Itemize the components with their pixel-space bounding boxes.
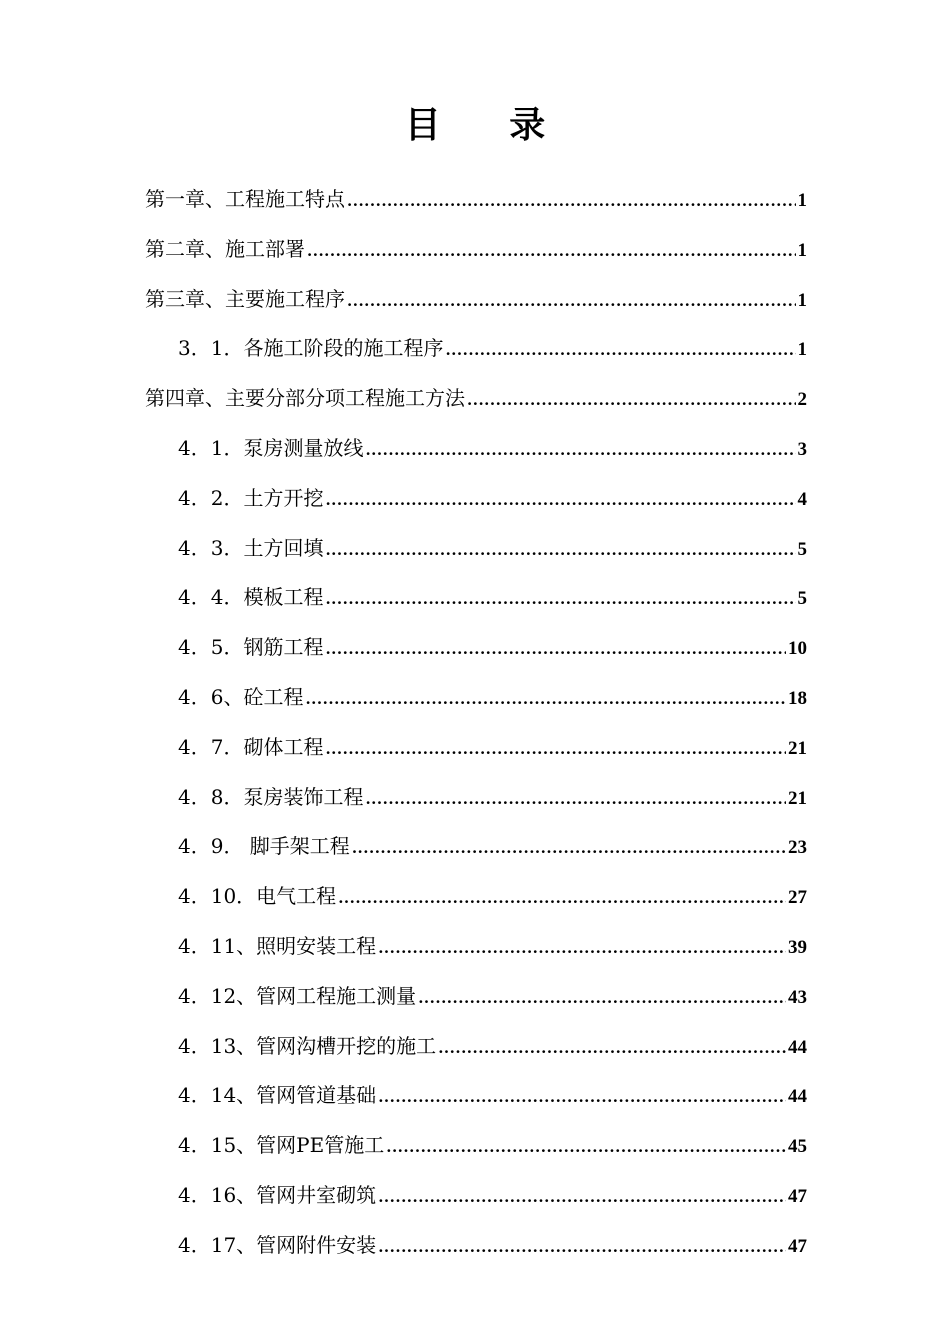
toc-leader-dots	[445, 331, 795, 369]
toc-entry-label: 4．7．砌体工程	[178, 734, 324, 759]
toc-entry-label: 4．8．泵房装饰工程	[178, 784, 364, 809]
toc-leader-dots	[378, 929, 786, 967]
table-of-contents	[145, 180, 807, 1276]
toc-entry[interactable]	[145, 429, 807, 479]
toc-leader-dots	[386, 1128, 786, 1166]
toc-leader-dots	[418, 979, 786, 1017]
toc-entry-page: 1	[797, 339, 807, 361]
toc-entry[interactable]	[145, 877, 807, 927]
toc-entry-page: 44	[788, 1086, 807, 1108]
toc-entry-label: 4．14、管网管道基础	[178, 1083, 377, 1108]
toc-leader-dots	[325, 531, 795, 569]
toc-entry-page: 3	[797, 438, 807, 460]
toc-leader-dots	[347, 282, 796, 320]
toc-entry[interactable]	[145, 379, 807, 429]
toc-leader-dots	[325, 580, 795, 618]
toc-entry[interactable]	[145, 827, 807, 877]
toc-entry[interactable]	[145, 1176, 807, 1226]
toc-entry-label: 4．16、管网井室砌筑	[178, 1182, 377, 1207]
toc-entry-label: 4．15、管网PE管施工	[178, 1133, 385, 1158]
toc-entry-label: 第二章、施工部署	[145, 236, 305, 261]
page-title: 目 录	[404, 104, 574, 146]
toc-entry-page: 1	[797, 289, 807, 311]
toc-leader-dots	[352, 829, 786, 867]
toc-entry[interactable]	[145, 1126, 807, 1176]
toc-entry-label: 4．2．土方开挖	[178, 485, 324, 510]
toc-leader-dots	[365, 431, 795, 469]
toc-entry[interactable]	[145, 529, 807, 579]
toc-entry-page: 10	[788, 638, 807, 660]
toc-entry-label: 4．3．土方回填	[178, 535, 324, 560]
toc-entry[interactable]	[145, 479, 807, 529]
toc-leader-dots	[378, 1178, 786, 1216]
toc-entry-page: 44	[788, 1036, 807, 1058]
toc-leader-dots	[467, 381, 796, 419]
toc-entry-label: 4．1．泵房测量放线	[178, 435, 364, 460]
toc-entry[interactable]	[145, 180, 807, 230]
toc-leader-dots	[325, 730, 786, 768]
toc-entry-page: 5	[797, 588, 807, 610]
toc-entry-page: 39	[788, 936, 807, 958]
toc-leader-dots	[325, 481, 795, 519]
toc-entry-label: 4．12、管网工程施工测量	[178, 983, 417, 1008]
toc-leader-dots	[338, 879, 786, 917]
toc-entry[interactable]	[145, 728, 807, 778]
toc-leader-dots	[438, 1029, 786, 1067]
toc-leader-dots	[378, 1078, 786, 1116]
toc-entry-label: 4．6、砼工程	[178, 684, 304, 709]
toc-entry-label: 4．17、管网附件安装	[178, 1232, 377, 1257]
toc-entry-label: 4．10．电气工程	[178, 884, 337, 909]
toc-entry[interactable]	[145, 977, 807, 1027]
toc-entry-label: 4．4．模板工程	[178, 585, 324, 610]
toc-entry[interactable]	[145, 578, 807, 628]
toc-entry-page: 1	[797, 239, 807, 261]
toc-entry-label: 第一章、工程施工特点	[145, 187, 345, 211]
toc-entry[interactable]	[145, 1027, 807, 1077]
toc-entry-page: 4	[797, 488, 807, 510]
toc-leader-dots	[378, 1228, 786, 1266]
toc-entry-page: 21	[788, 787, 807, 809]
toc-entry-label: 4．9． 脚手架工程	[178, 834, 350, 859]
toc-entry-page: 45	[788, 1136, 807, 1158]
toc-leader-dots	[365, 780, 786, 818]
toc-entry[interactable]	[145, 678, 807, 728]
toc-entry-page: 23	[788, 837, 807, 859]
toc-entry[interactable]	[145, 329, 807, 379]
toc-leader-dots	[347, 182, 796, 220]
toc-entry-label: 3．1．各施工阶段的施工程序	[178, 336, 444, 361]
toc-entry-page: 18	[788, 687, 807, 709]
toc-entry-label: 4．5．钢筋工程	[178, 635, 324, 660]
toc-entry-page: 5	[797, 538, 807, 560]
toc-leader-dots	[305, 680, 786, 718]
toc-entry-label: 第四章、主要分部分项工程施工方法	[145, 386, 465, 411]
toc-entry[interactable]	[145, 230, 807, 280]
toc-entry-page: 2	[797, 389, 807, 411]
toc-entry-label: 第三章、主要施工程序	[145, 286, 345, 311]
toc-entry-page: 43	[788, 986, 807, 1008]
toc-entry-label: 4．11、照明安装工程	[178, 933, 377, 958]
toc-entry-label: 4．13、管网沟槽开挖的施工	[178, 1033, 437, 1058]
toc-entry[interactable]	[145, 1076, 807, 1126]
toc-entry-page: 47	[788, 1185, 807, 1207]
toc-entry[interactable]	[145, 778, 807, 828]
toc-leader-dots	[325, 630, 786, 668]
toc-entry-page: 1	[797, 190, 807, 211]
toc-entry-page: 47	[788, 1235, 807, 1257]
toc-entry[interactable]	[145, 628, 807, 678]
toc-entry[interactable]	[145, 1226, 807, 1276]
toc-entry-page: 27	[788, 887, 807, 909]
toc-leader-dots	[307, 232, 796, 270]
toc-entry[interactable]	[145, 280, 807, 330]
toc-entry[interactable]	[145, 927, 807, 977]
toc-entry-page: 21	[788, 737, 807, 759]
